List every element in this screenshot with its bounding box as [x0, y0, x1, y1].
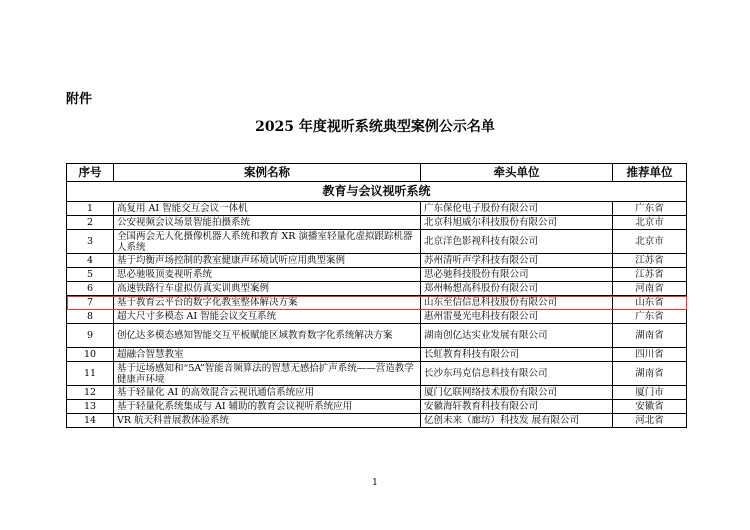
row-case-name: 基于均衡声场控制的教室健康声环境试听应用典型案例	[114, 254, 421, 268]
row-recommender: 北京市	[613, 230, 687, 254]
header-case-name: 案例名称	[114, 164, 421, 182]
row-lead-org: 山东至信信息科技股份有限公司	[421, 296, 613, 310]
row-recommender: 广东省	[613, 202, 687, 216]
row-recommender: 北京市	[613, 216, 687, 230]
table-row	[67, 400, 687, 414]
row-case-name: 基于教育云平台的数字化教室整体解决方案	[114, 296, 421, 310]
table-row	[67, 414, 687, 428]
table-row	[67, 348, 687, 362]
row-recommender: 江苏省	[613, 254, 687, 268]
row-case-name: 全国两会无人化摄像机器人系统和教育 XR 演播室轻量化虚拟跟踪机器人系统	[114, 230, 421, 254]
attachment-label: 附件	[66, 92, 93, 107]
row-recommender: 河南省	[613, 282, 687, 296]
page-number: 1	[372, 478, 378, 488]
table-row	[67, 268, 687, 282]
table-row	[67, 386, 687, 400]
row-lead-org: 长沙东玛克信息科技有限公司	[421, 362, 613, 386]
table-row	[67, 324, 687, 348]
row-number: 8	[67, 310, 114, 324]
row-number: 1	[67, 202, 114, 216]
row-number: 3	[67, 230, 114, 254]
row-number: 10	[67, 348, 114, 362]
row-lead-org: 苏州清听声学科技有限公司	[421, 254, 613, 268]
table-header-row	[67, 164, 687, 182]
row-number: 12	[67, 386, 114, 400]
row-lead-org: 郑州畅想高科股份有限公司	[421, 282, 613, 296]
row-recommender: 广东省	[613, 310, 687, 324]
row-number: 14	[67, 414, 114, 428]
row-lead-org: 思必驰科技股份有限公司	[421, 268, 613, 282]
row-recommender: 河北省	[613, 414, 687, 428]
row-number: 7	[67, 296, 114, 310]
row-recommender: 湖南省	[613, 324, 687, 348]
section-row	[67, 182, 687, 202]
row-case-name: 基于轻量化系统集成与 AI 辅助的教育会议视听系统应用	[114, 400, 421, 414]
row-case-name: 超融合智慧教室	[114, 348, 421, 362]
row-number: 13	[67, 400, 114, 414]
row-number: 4	[67, 254, 114, 268]
row-lead-org: 北京科旭威尔科技股份有限公司	[421, 216, 613, 230]
row-case-name: 超大尺寸多模态 AI 智能会议交互系统	[114, 310, 421, 324]
table-row	[67, 202, 687, 216]
row-recommender: 江苏省	[613, 268, 687, 282]
row-case-name: VR 航天科普展教体验系统	[114, 414, 421, 428]
table-row	[67, 230, 687, 254]
row-lead-org: 长虹教育科技有限公司	[421, 348, 613, 362]
row-case-name: 基于轻量化 AI 的高效混合云视讯通信系统应用	[114, 386, 421, 400]
table-row	[67, 296, 687, 310]
row-case-name: 思必驰吸顶麦视听系统	[114, 268, 421, 282]
row-lead-org: 北京洋色影视科技有限公司	[421, 230, 613, 254]
row-number: 2	[67, 216, 114, 230]
table-row	[67, 254, 687, 268]
row-case-name: 公安视频会议场景智能拍摄系统	[114, 216, 421, 230]
row-number: 9	[67, 324, 114, 348]
row-recommender: 湖南省	[613, 362, 687, 386]
row-lead-org: 广东保伦电子股份有限公司	[421, 202, 613, 216]
row-recommender: 安徽省	[613, 400, 687, 414]
row-lead-org: 亿创未来（廊坊）科技发 展有限公司	[421, 414, 613, 428]
row-case-name: 高速铁路行车虚拟仿真实训典型案例	[114, 282, 421, 296]
row-number: 11	[67, 362, 114, 386]
header-number: 序号	[67, 164, 114, 182]
header-recommender: 推荐单位	[613, 164, 687, 182]
row-number: 6	[67, 282, 114, 296]
header-lead-org: 牵头单位	[421, 164, 613, 182]
row-lead-org: 惠州雷曼光电科技有限公司	[421, 310, 613, 324]
row-recommender: 四川省	[613, 348, 687, 362]
row-number: 5	[67, 268, 114, 282]
document-title: 2025 年度视听系统典型案例公示名单	[255, 119, 495, 135]
row-recommender: 厦门市	[613, 386, 687, 400]
row-case-name: 创亿达多模态感知智能交互平板赋能区域教育数字化系统解决方案	[114, 324, 421, 348]
row-case-name: 基于远场感知和“5A”智能音频算法的智慧无感拾扩声系统——营造教学健康声环境	[114, 362, 421, 386]
case-list-table	[66, 163, 687, 428]
row-recommender: 山东省	[613, 296, 687, 310]
section-title: 教育与会议视听系统	[67, 182, 687, 202]
table-row	[67, 310, 687, 324]
row-lead-org: 湖南创亿达实业发展有限公司	[421, 324, 613, 348]
table-row	[67, 362, 687, 386]
table-row	[67, 282, 687, 296]
row-lead-org: 厦门亿联网络技术股份有限公司	[421, 386, 613, 400]
row-lead-org: 安徽海轩教育科技有限公司	[421, 400, 613, 414]
table-row	[67, 216, 687, 230]
row-case-name: 高复用 AI 智能交互会议一体机	[114, 202, 421, 216]
